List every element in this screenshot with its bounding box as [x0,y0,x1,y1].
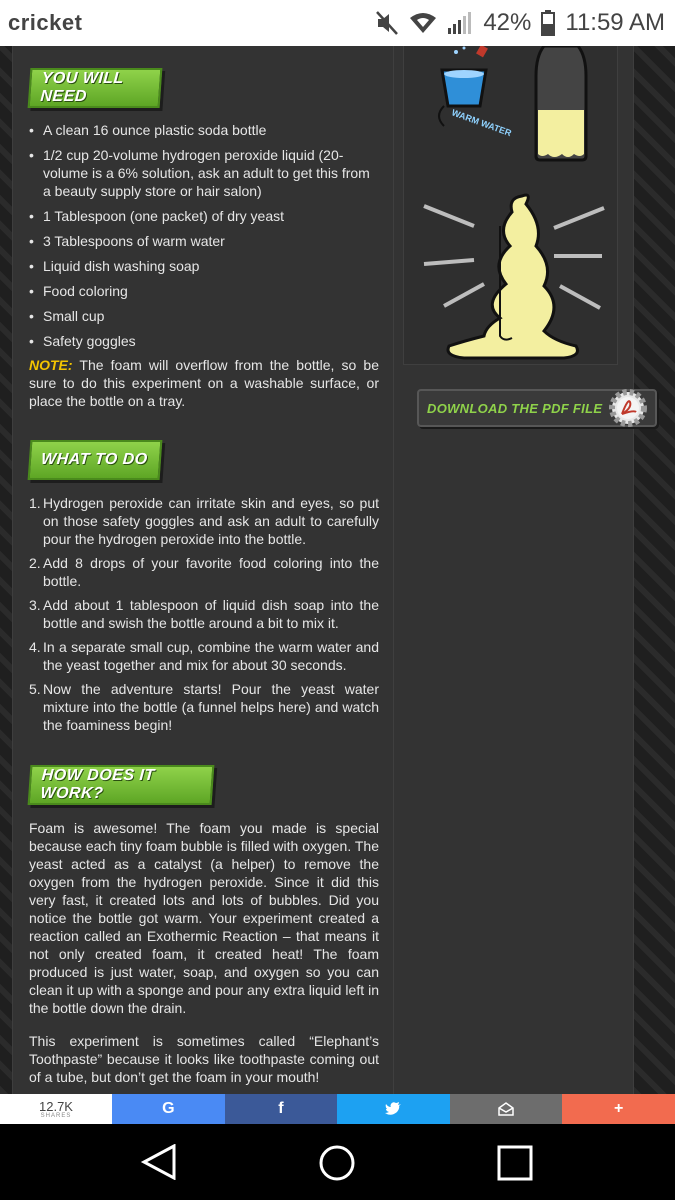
list-item: • Safety goggles [29,332,379,350]
web-page [0,46,675,1094]
mute-icon [375,10,399,36]
you-will-need-heading: YOU WILL NEED [28,68,163,108]
article-panel [12,46,634,1094]
battery-icon [541,10,555,36]
download-pdf-button[interactable] [417,389,657,427]
list-item: 4. In a separate small cup, combine the warm water and the yeast together and mix for about 30 seconds. [29,639,379,673]
email-icon [498,1102,514,1116]
back-icon[interactable] [140,1144,178,1180]
list-item: • A clean 16 ounce plastic soda bottle [29,121,379,139]
home-icon[interactable] [318,1144,356,1182]
clock: 11:59 AM [565,9,665,36]
elephant-toothpaste-paragraph: This experiment is sometimes called “Elephant’s Toothpaste” because it looks like toothpaste coming out of a tube, but don’t get the foam in your mouth! [29,1033,379,1085]
list-item: 2. Add 8 drops of your favorite food coloring into the bottle. [29,555,379,589]
list-item: • 1 Tablespoon (one packet) of dry yeast [29,207,379,225]
explanation-paragraph: Foam is awesome! The foam you made is special because each tiny foam bubble is filled with oxygen. The yeast acted as a catalyst (a helper) to remove the oxygen from the hydrogen peroxide. Since it did this very fast, it created lots and lots of bubbles. Did you notice the bottle got warm. Your experiment created a reaction called an Exothermic Reaction – that means it not only created foam, it created heat! The foam produced is just water, soap, and oxygen so you can clean it up with a sponge and pour any extra liquid left in the bottle down the drain. [29,820,379,1016]
share-count [0,1094,112,1124]
list-item: • Small cup [29,307,379,325]
note-text: The foam will overflow from the bottle, so be sure to do this experiment on a washable surface, or place the bottle on a tray. [29,357,379,409]
cup-label: WARM WATER [450,107,513,139]
more-share-button[interactable] [562,1094,675,1124]
materials-list [29,121,379,357]
background-pattern-right [633,46,675,1094]
signal-icon [447,11,473,35]
download-pdf-label: DOWNLOAD THE PDF FILE [427,400,603,416]
list-item: 3. Add about 1 tablespoon of liquid dish soap into the bottle and swish the bottle around a bit to mix it. [29,597,379,631]
note-paragraph [29,356,379,410]
plus-icon: + [614,1100,624,1117]
list-item: • 3 Tablespoons of warm water [29,232,379,250]
google-icon: G [162,1100,175,1117]
twitter-share-button[interactable] [337,1094,450,1124]
facebook-icon: f [278,1100,284,1117]
list-item: 5. Now the adventure starts! Pour the yeast water mixture into the bottle (a funnel helps here) and watch the foaminess begin! [29,681,379,733]
battery-percent: 42% [483,9,532,36]
experiment-illustration [403,46,618,365]
status-bar [0,0,675,46]
email-share-button[interactable] [450,1094,563,1124]
android-nav-bar [0,1124,675,1200]
carrier-name: cricket [8,10,83,35]
facebook-share-button[interactable] [225,1094,338,1124]
steps-list [29,494,379,740]
list-item: • 1/2 cup 20-volume hydrogen peroxide liquid (20-volume is a 6% solution, ask an adult to get this from a beauty supply store or hair salon) [29,146,379,200]
twitter-icon [385,1102,401,1116]
how-does-it-work-heading: HOW DOES IT WORK? [28,765,215,805]
foam-icon [424,195,604,358]
column-divider [393,46,394,1094]
list-item: 1. Hydrogen peroxide can irritate skin and eyes, so put on those safety goggles and ask an adult to carefully pour the hydrogen peroxide into the bottle. [29,495,379,547]
wifi-icon [409,11,437,35]
google-share-button[interactable] [112,1094,225,1124]
share-count-number: 12.7K [39,1098,73,1114]
recents-icon[interactable] [496,1144,534,1182]
list-item: • Liquid dish washing soap [29,257,379,275]
status-icons [375,8,665,38]
note-label: NOTE: [29,357,73,373]
share-count-label: SHARES [40,1112,72,1119]
what-to-do-heading: WHAT TO DO [28,440,163,480]
pdf-gear-icon [608,388,648,428]
share-bar [0,1094,675,1124]
list-item: • Food coloring [29,282,379,300]
foam-bottle-illustration [404,46,617,364]
